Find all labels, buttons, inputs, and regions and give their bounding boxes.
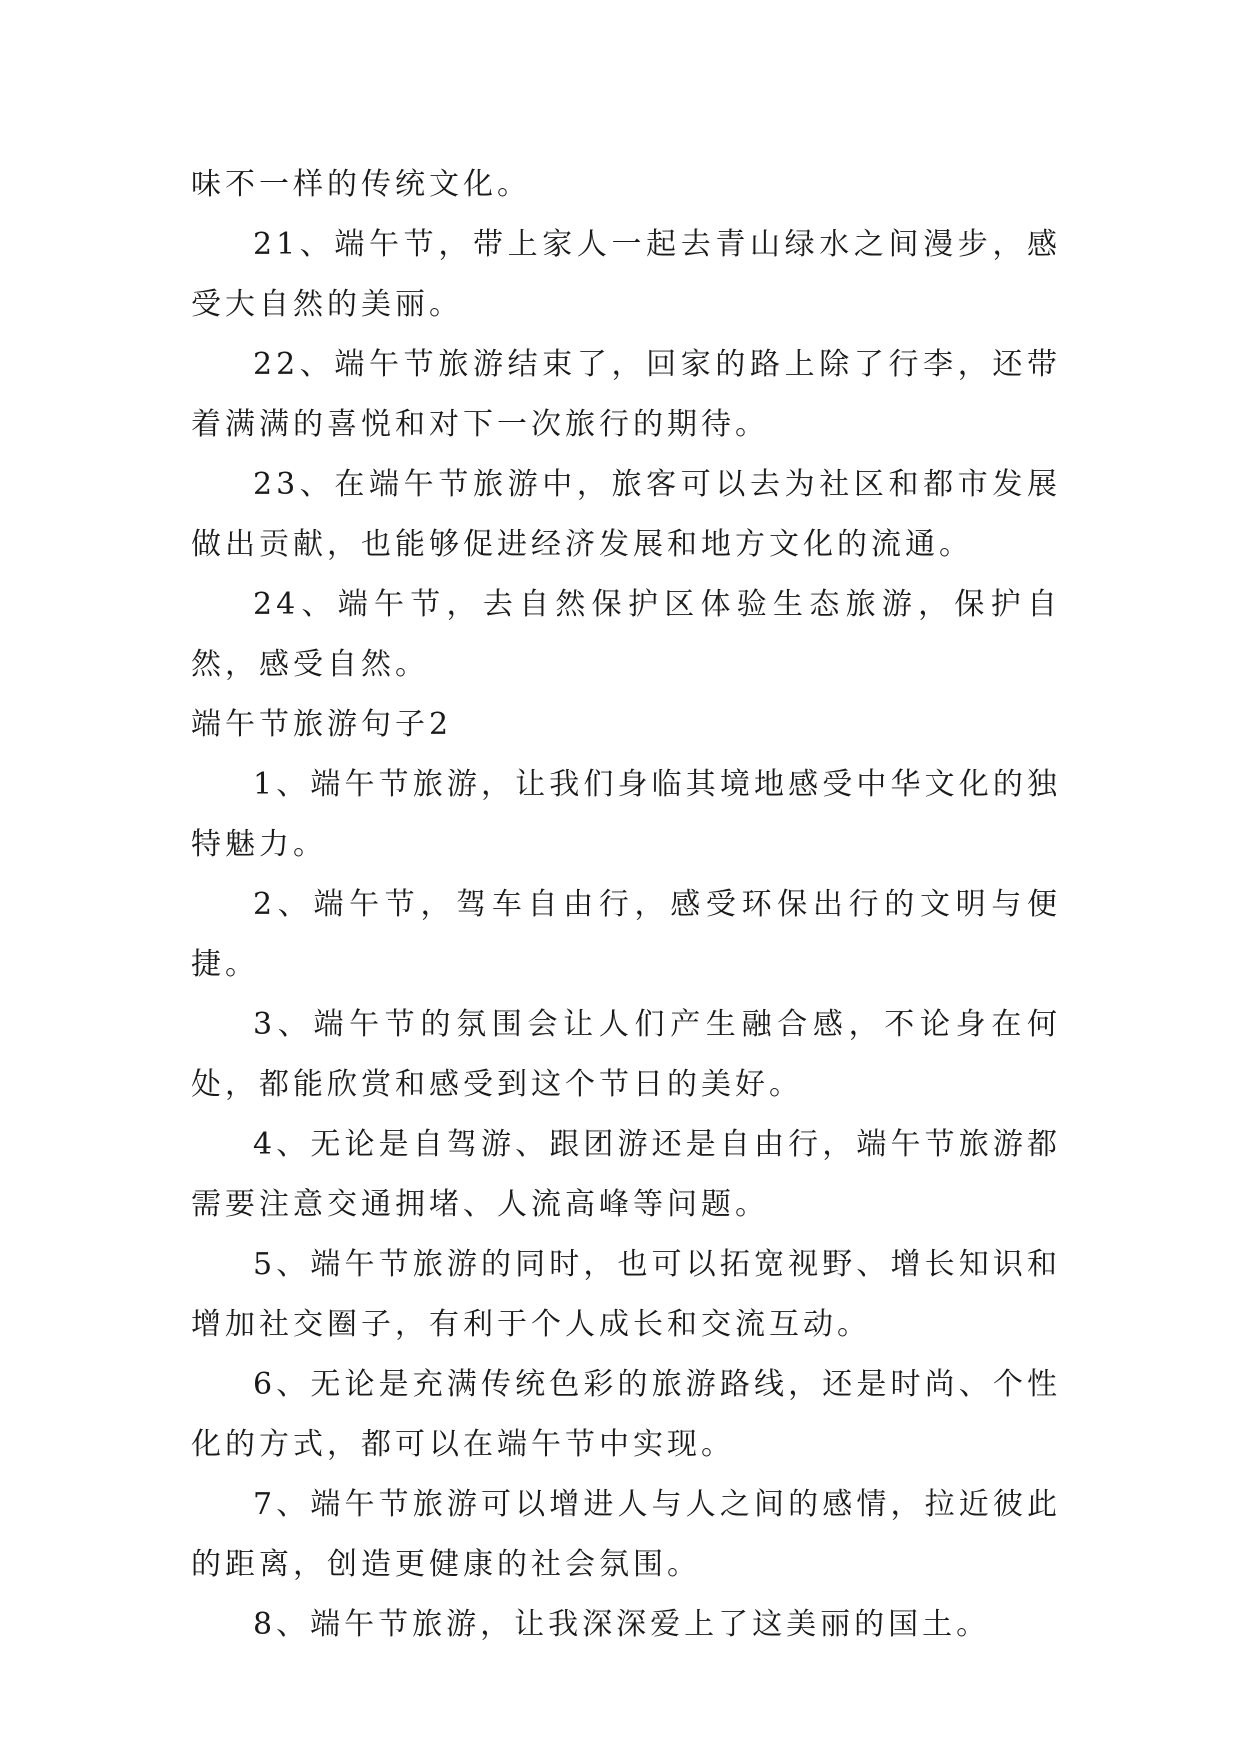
list-item: 7、端午节旅游可以增进人与人之间的感情，拉近彼此的距离，创造更健康的社会氛围。	[191, 1487, 1061, 1582]
list-item: 22、端午节旅游结束了，回家的路上除了行李，还带着满满的喜悦和对下一次旅行的期待。	[191, 347, 1061, 442]
document-page	[191, 155, 1061, 1655]
list-item: 2、端午节，驾车自由行，感受环保出行的文明与便捷。	[191, 887, 1061, 982]
list-item: 4、无论是自驾游、跟团游还是自由行，端午节旅游都需要注意交通拥堵、人流高峰等问题。	[191, 1127, 1061, 1222]
section-heading: 端午节旅游句子2	[191, 707, 453, 742]
continuation-paragraph: 味不一样的传统文化。	[191, 167, 531, 202]
list-item: 21、端午节，带上家人一起去青山绿水之间漫步，感受大自然的美丽。	[191, 227, 1061, 322]
list-item: 8、端午节旅游，让我深深爱上了这美丽的国土。	[253, 1607, 991, 1642]
list-item: 23、在端午节旅游中，旅客可以去为社区和都市发展做出贡献，也能够促进经济发展和地方文化的流通。	[191, 467, 1061, 562]
list-item: 6、无论是充满传统色彩的旅游路线，还是时尚、个性化的方式，都可以在端午节中实现。	[191, 1367, 1061, 1462]
list-item: 3、端午节的氛围会让人们产生融合感，不论身在何处，都能欣赏和感受到这个节日的美好。	[191, 1007, 1061, 1102]
list-item: 5、端午节旅游的同时，也可以拓宽视野、增长知识和增加社交圈子，有利于个人成长和交流互动。	[191, 1247, 1061, 1342]
list-item: 24、端午节，去自然保护区体验生态旅游，保护自然，感受自然。	[191, 587, 1061, 682]
list-item: 1、端午节旅游，让我们身临其境地感受中华文化的独特魅力。	[191, 767, 1061, 862]
